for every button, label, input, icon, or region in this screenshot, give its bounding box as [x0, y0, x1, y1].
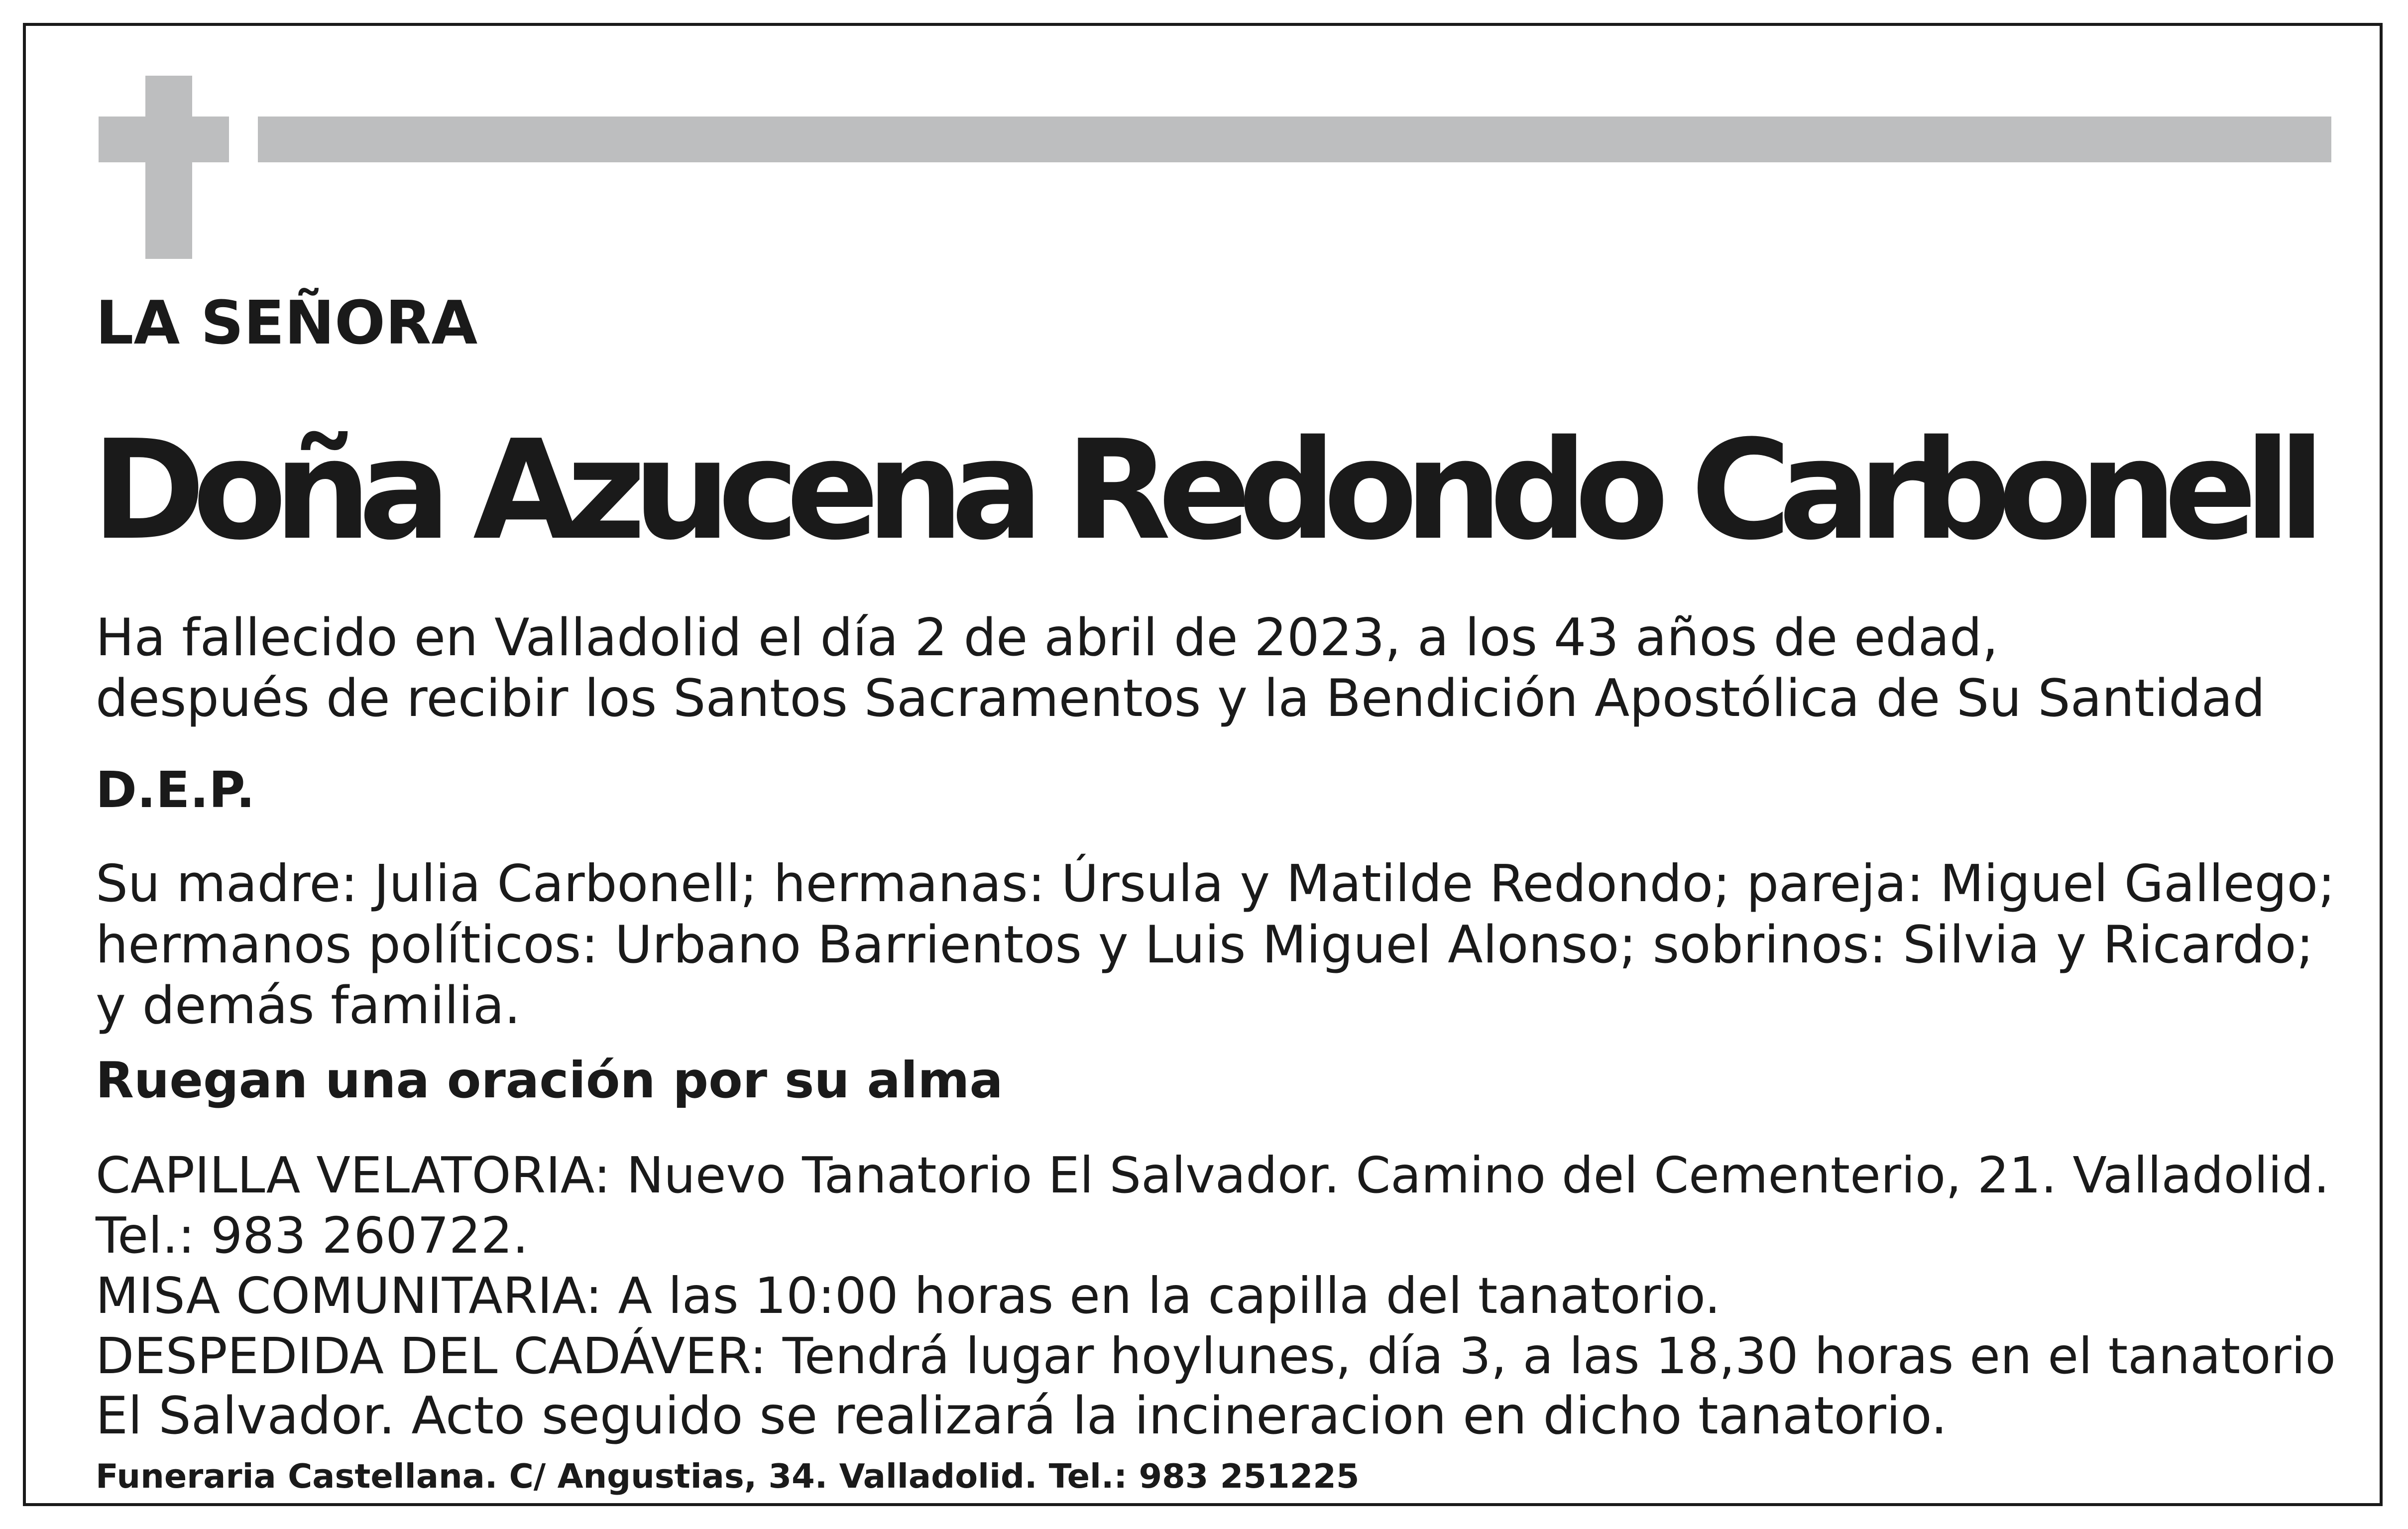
death-info-line: después de recibir los Santos Sacramentos y la Bendición Apostólica de Su Santidad	[96, 669, 2266, 728]
honorific: LA SEÑORA	[96, 289, 478, 358]
services-line: Tel.: 983 260722.	[96, 1206, 529, 1265]
cross-icon-vertical-bar	[145, 76, 192, 259]
header-rule	[258, 117, 2331, 162]
cross-icon-horizontal-bar	[99, 117, 229, 162]
services-line: MISA COMUNITARIA: A las 10:00 horas en la capilla del tanatorio.	[96, 1267, 1720, 1325]
family-line: Su madre: Julia Carbonell; hermanas: Úrsula y Matilde Redondo; pareja: Miguel Gallego;	[96, 854, 2335, 914]
funeral-home-footer: Funeraria Castellana. C/ Angustias, 34. Valladolid. Tel.: 983 251225	[96, 1457, 1360, 1496]
family-line: y demás familia.	[96, 976, 521, 1036]
family-line: hermanos políticos: Urbano Barrientos y Luis Miguel Alonso; sobrinos: Silvia y Ricardo;	[96, 915, 2314, 975]
services-info	[96, 1145, 2336, 1446]
deceased-name: Doña Azucena Redondo Carbonell	[92, 410, 2312, 570]
family-list	[96, 854, 2335, 1036]
death-info-line: Ha fallecido en Valladolid el día 2 de abril de 2023, a los 43 años de edad,	[96, 608, 1999, 668]
services-line: El Salvador. Acto seguido se realizará la incineracion en dicho tanatorio.	[96, 1386, 1948, 1446]
services-line: CAPILLA VELATORIA: Nuevo Tanatorio El Salvador. Camino del Cementerio, 21. Valladolid.	[96, 1146, 2330, 1204]
dep-abbreviation: D.E.P.	[96, 761, 255, 819]
services-line: DESPEDIDA DEL CADÁVER: Tendrá lugar hoylunes, día 3, a las 18,30 horas en el tanatorio	[96, 1327, 2336, 1385]
death-info	[96, 607, 2265, 729]
prayer-request: Ruegan una oración por su alma	[96, 1051, 1003, 1109]
